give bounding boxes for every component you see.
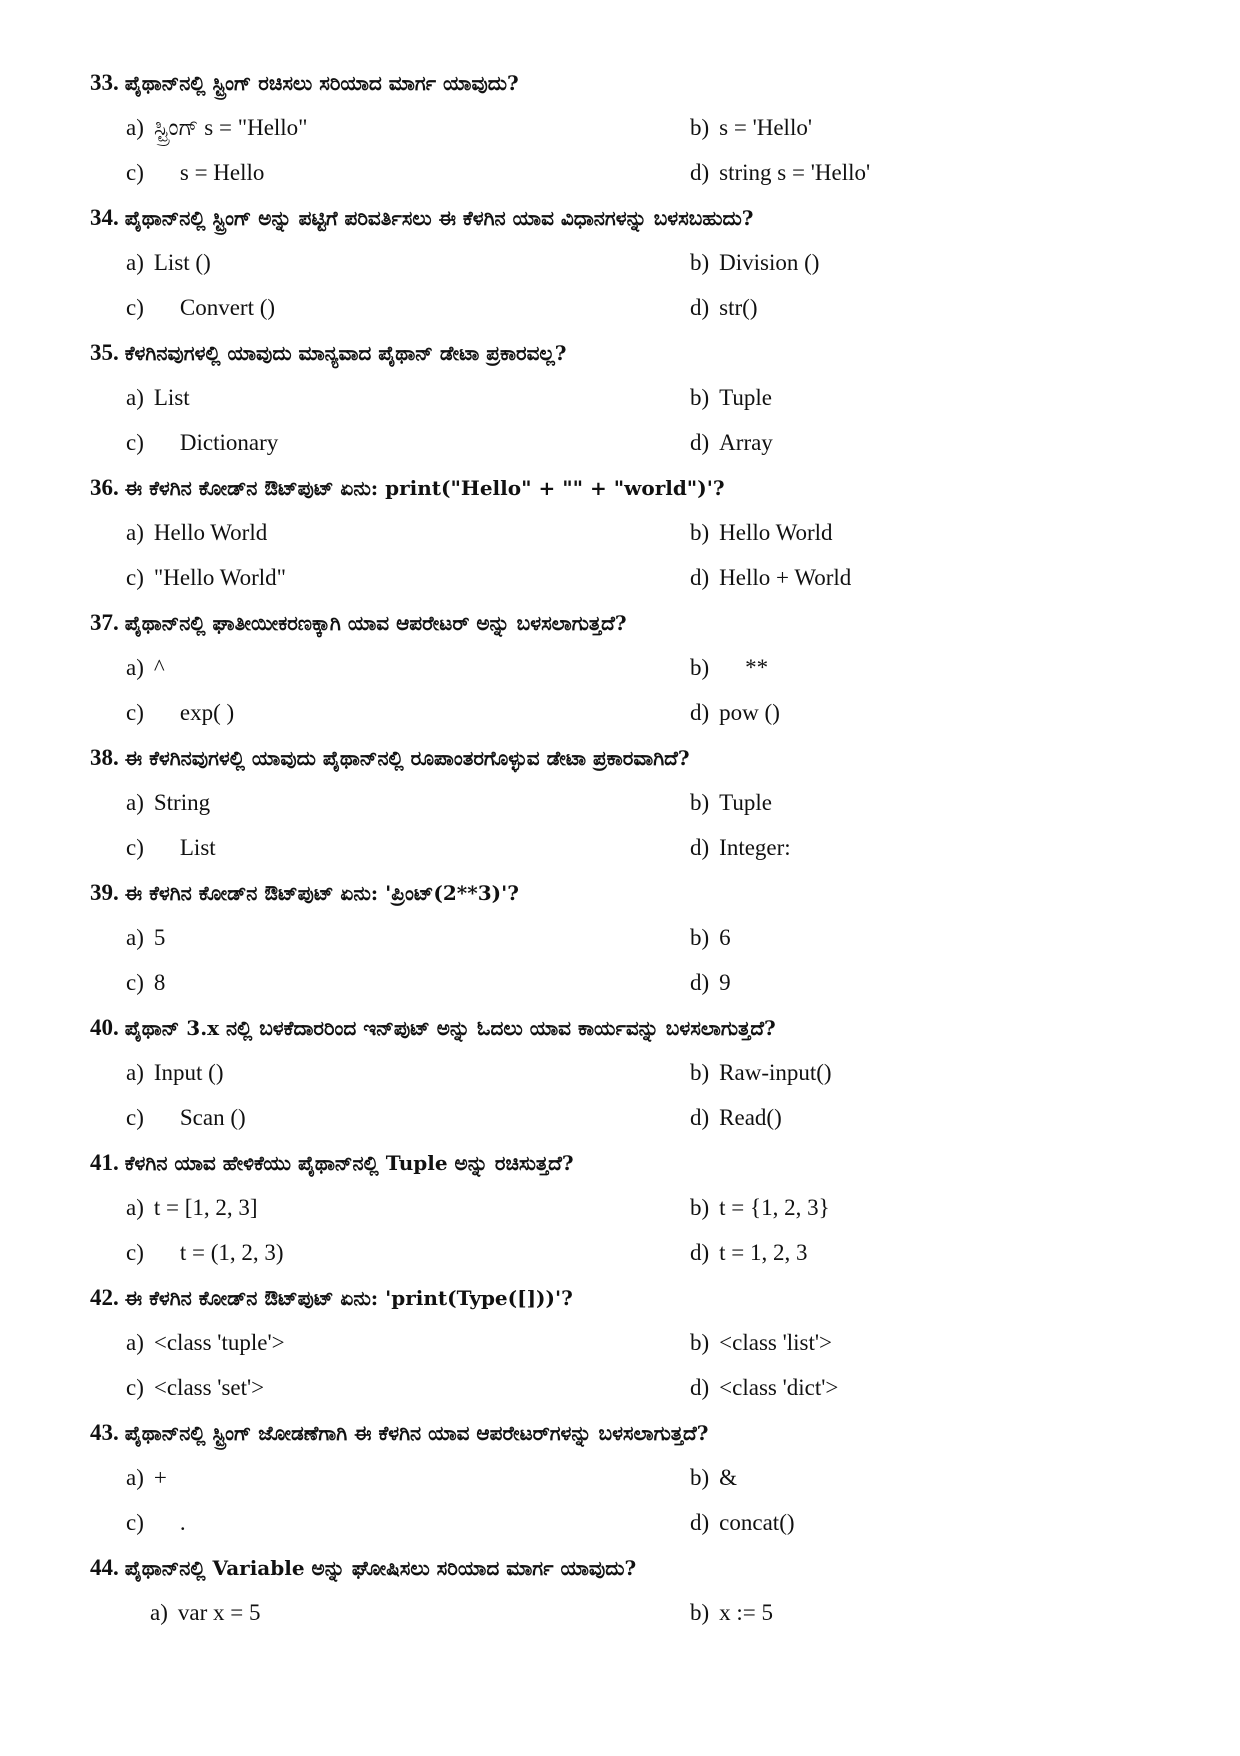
option-d: d) <class 'dict'> [690,1375,839,1400]
option-row [90,1455,1170,1500]
question-number: 40. [90,1015,119,1040]
option-row [90,1050,1170,1095]
question-text: ಈ ಕೆಳಗಿನ ಕೋಡ್‌ನ ಔಟ್‌ಪುಟ್ ಏನು: 'print(Type([]))'? [124,1286,573,1310]
question-text: ಪೈಥಾನ್‌ನಲ್ಲಿ Variable ಅನ್ನು ಘೋಷಿಸಲು ಸರಿಯಾದ ಮಾರ್ಗ ಯಾವುದು? [124,1556,637,1580]
option-b: b) Tuple [690,385,773,410]
question-37 [90,600,1170,735]
question-41 [90,1140,1170,1275]
option-row [90,510,1170,555]
question-number: 35. [90,340,119,365]
option-a: a) ಸ್ಟ್ರಿಂಗ್ s = "Hello" [126,115,308,140]
option-b: b) & [690,1465,738,1490]
option-row [90,420,1170,465]
option-b: b) 6 [690,925,731,950]
option-c: c) 8 [126,970,166,995]
option-row [90,825,1170,870]
question-line [90,735,1170,780]
question-line [90,870,1170,915]
option-c: c) Scan () [126,1105,246,1130]
option-d: d) Read() [690,1105,782,1130]
option-d: d) Hello + World [690,565,852,590]
question-line [90,195,1170,240]
option-row [90,1320,1170,1365]
question-line [90,1005,1170,1050]
question-44 [90,1545,1170,1635]
question-42 [90,1275,1170,1410]
question-34 [90,195,1170,330]
option-c: c) List [126,835,216,860]
option-d: d) t = 1, 2, 3 [690,1240,808,1265]
question-number: 33. [90,70,119,95]
question-number: 41. [90,1150,119,1175]
option-d: d) 9 [690,970,731,995]
option-c: c) t = (1, 2, 3) [126,1240,284,1265]
option-row [90,1500,1170,1545]
question-line [90,1410,1170,1455]
question-line [90,1545,1170,1590]
option-c: c) . [126,1510,186,1535]
option-b: b) s = 'Hello' [690,115,812,140]
question-text: ಪೈಥಾನ್ 3.x ನಲ್ಲಿ ಬಳಕೆದಾರರಿಂದ ಇನ್‌ಪುಟ್ ಅನ್ನು ಓದಲು ಯಾವ ಕಾರ್ಯವನ್ನು ಬಳಸಲಾಗುತ್ತದೆ? [124,1016,776,1040]
option-row [90,150,1170,195]
question-39 [90,870,1170,1005]
option-b: b) ** [690,655,769,680]
option-c: c) "Hello World" [126,565,287,590]
option-row [90,1095,1170,1140]
option-b: b) Division () [690,250,820,275]
question-number: 36. [90,475,119,500]
option-c: c) exp( ) [126,700,235,725]
option-b: b) x := 5 [690,1600,774,1625]
option-row [90,285,1170,330]
question-text: ಪೈಥಾನ್‌ನಲ್ಲಿ ಸ್ಟ್ರಿಂಗ್ ರಚಿಸಲು ಸರಿಯಾದ ಮಾರ್ಗ ಯಾವುದು? [124,71,519,95]
option-d: d) concat() [690,1510,795,1535]
question-text: ಪೈಥಾನ್‌ನಲ್ಲಿ ಸ್ಟ್ರಿಂಗ್ ಜೋಡಣೆಗಾಗಿ ಈ ಕೆಳಗಿನ ಯಾವ ಆಪರೇಟರ್‌ಗಳನ್ನು ಬಳಸಲಾಗುತ್ತದೆ? [124,1421,709,1445]
option-c: c) <class 'set'> [126,1375,265,1400]
option-row [90,780,1170,825]
option-a: a) t = [1, 2, 3] [126,1195,258,1220]
question-line [90,60,1170,105]
option-d: d) str() [690,295,758,320]
option-c: c) Convert () [126,295,276,320]
question-line [90,330,1170,375]
option-a: a) String [126,790,211,815]
option-a: a) List [126,385,190,410]
option-b: b) Tuple [690,790,773,815]
question-text: ಕೆಳಗಿನವುಗಳಲ್ಲಿ ಯಾವುದು ಮಾನ್ಯವಾದ ಪೈಥಾನ್ ಡೇಟಾ ಪ್ರಕಾರವಲ್ಲ? [124,341,567,365]
option-row [90,960,1170,1005]
question-line [90,1140,1170,1185]
option-row [90,1230,1170,1275]
option-row [90,555,1170,600]
option-d: d) pow () [690,700,780,725]
question-number: 43. [90,1420,119,1445]
question-text: ಈ ಕೆಳಗಿನವುಗಳಲ್ಲಿ ಯಾವುದು ಪೈಥಾನ್‌ನಲ್ಲಿ ರೂಪಾಂತರಗೊಳ್ಳುವ ಡೇಟಾ ಪ್ರಕಾರವಾಗಿದೆ? [124,746,690,770]
question-number: 42. [90,1285,119,1310]
question-text: ಪೈಥಾನ್‌ನಲ್ಲಿ ಸ್ಟ್ರಿಂಗ್ ಅನ್ನು ಪಟ್ಟಿಗೆ ಪರಿವರ್ತಿಸಲು ಈ ಕೆಳಗಿನ ಯಾವ ವಿಧಾನಗಳನ್ನು ಬಳಸಬಹುದು? [124,206,754,230]
option-b: b) t = {1, 2, 3} [690,1195,830,1220]
option-a: a) ^ [126,655,165,680]
question-text: ಪೈಥಾನ್‌ನಲ್ಲಿ ಘಾತೀಯೀಕರಣಕ್ಕಾಗಿ ಯಾವ ಆಪರೇಟರ್ ಅನ್ನು ಬಳಸಲಾಗುತ್ತದೆ? [124,611,627,635]
question-number: 38. [90,745,119,770]
question-number: 34. [90,205,119,230]
question-33 [90,60,1170,195]
option-row [90,690,1170,735]
question-line [90,600,1170,645]
option-a: a) <class 'tuple'> [126,1330,285,1355]
option-row [90,1365,1170,1410]
question-number: 39. [90,880,119,905]
question-number: 37. [90,610,119,635]
option-d: d) Array [690,430,773,455]
option-d: d) string s = 'Hello' [690,160,871,185]
question-line [90,1275,1170,1320]
option-row [90,1590,1170,1635]
option-row [90,915,1170,960]
option-b: b) <class 'list'> [690,1330,832,1355]
option-a: a) Input () [126,1060,224,1085]
question-40 [90,1005,1170,1140]
option-b: b) Raw-input() [690,1060,832,1085]
question-35 [90,330,1170,465]
question-36 [90,465,1170,600]
option-row [90,1185,1170,1230]
question-text: ಈ ಕೆಳಗಿನ ಕೋಡ್‌ನ ಔಟ್‌ಪುಟ್ ಏನು: print("Hello" + "" + "world")'? [124,476,725,500]
question-43 [90,1410,1170,1545]
option-c: c) Dictionary [126,430,279,455]
option-b: b) Hello World [690,520,833,545]
option-row [90,645,1170,690]
question-38 [90,735,1170,870]
option-row [90,375,1170,420]
option-row [90,240,1170,285]
option-a: a) var x = 5 [150,1600,261,1625]
option-c: c) s = Hello [126,160,265,185]
question-line [90,465,1170,510]
option-a: a) + [126,1465,167,1490]
option-a: a) Hello World [126,520,268,545]
question-number: 44. [90,1555,119,1580]
question-text: ಈ ಕೆಳಗಿನ ಕೋಡ್‌ನ ಔಟ್‌ಪುಟ್ ಏನು: 'ಪ್ರಿಂಟ್(2**3)'? [124,881,519,905]
option-d: d) Integer: [690,835,791,860]
question-text: ಕೆಳಗಿನ ಯಾವ ಹೇಳಿಕೆಯು ಪೈಥಾನ್‌ನಲ್ಲಿ Tuple ಅನ್ನು ರಚಿಸುತ್ತದೆ? [124,1151,574,1175]
option-a: a) 5 [126,925,166,950]
option-row [90,105,1170,150]
option-a: a) List () [126,250,211,275]
